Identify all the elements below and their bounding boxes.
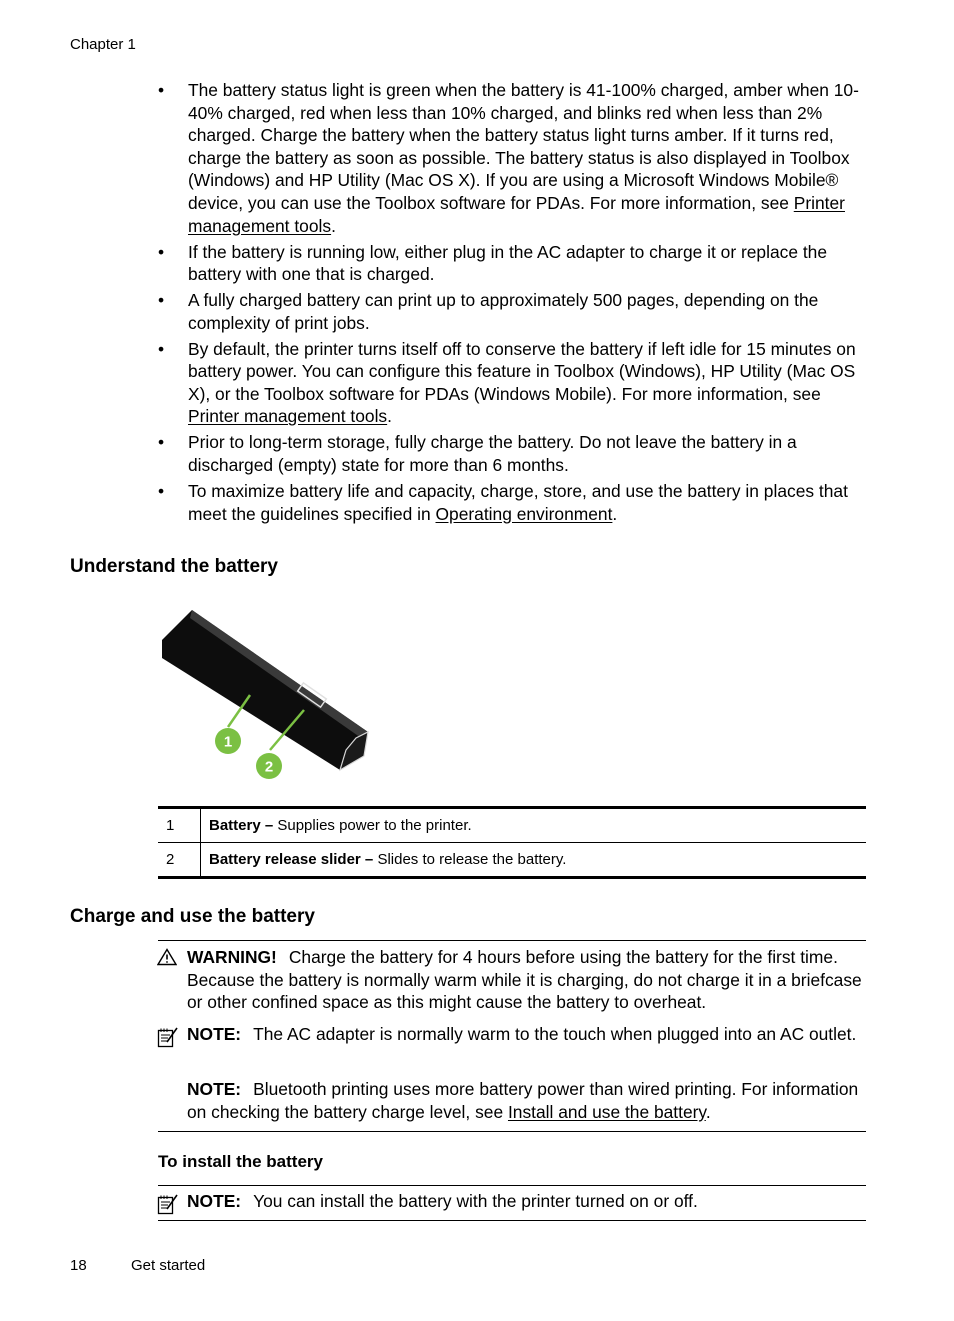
list-item [150,338,870,428]
table-row [158,808,866,843]
section-heading-install-battery: To install the battery [158,1152,323,1171]
footer-section: Get started [131,1257,206,1274]
battery-illustration [150,600,390,790]
warning-label: WARNING! [187,947,277,967]
bullet-punct: . [387,406,392,427]
list-item [150,480,870,525]
divider [158,1220,866,1221]
warning-icon [157,948,177,966]
note-body: You can install the battery with the printer turned on or off. [253,1191,698,1211]
part-number: 1 [158,808,201,843]
battery-tips-list [150,79,870,529]
note-punct: . [705,1101,711,1122]
note-label: NOTE: [187,1079,242,1099]
callout-2-label: 2 [264,758,274,776]
install-battery-link[interactable]: Install and use the battery [507,1101,706,1122]
bullet-text: The battery status light is green when the battery is 41-100% charged, amber when 10-40% charged, red when less than 10% charged, and blinks red when less than 2% charged. Charge the battery when the battery status light turns amber. If it turns red, charge the battery as soon as possible. The battery status is also displayed in Toolbox (Windows) and HP Utility (Mac OS X). If you are using a Microsoft Windows Mobile® device, you can use the Toolbox software for PDAs. For more information, see [188,80,859,213]
bullet-punct: . [612,503,618,524]
battery-icon [162,610,368,770]
bullet-marker: • [158,432,165,453]
note-install [187,1190,867,1213]
bullet-text: A fully charged battery can print up to approximately 500 pages, depending on the complexity of print jobs. [188,290,819,333]
part-term: Battery – [209,817,274,834]
printer-management-tools-link[interactable]: Printer management tools [188,406,388,427]
part-description [201,808,867,843]
note-icon [157,1027,179,1048]
bullet-punct: . [331,215,336,236]
note-body: Bluetooth printing uses more battery power than wired printing. For information on checking the battery charge level, see [187,1079,859,1122]
list-item [150,431,870,476]
section-heading-charge-battery: Charge and use the battery [70,906,315,927]
bullet-text: By default, the printer turns itself off to conserve the battery if left idle for 15 minutes on battery power. You can configure this feature in Toolbox (Windows), HP Utility (Mac OS X), or the Toolbox software for PDAs (Windows Mobile). For more information, see [188,338,856,404]
note-icon [157,1194,179,1215]
note-body: The AC adapter is normally warm to the touch when plugged into an AC outlet. [253,1024,857,1044]
operating-environment-link[interactable]: Operating environment [435,503,613,524]
list-item [150,289,870,334]
note-label: NOTE: [187,1024,242,1044]
part-term: Battery release slider – [209,851,374,868]
bullet-marker: • [158,481,165,502]
note-label: NOTE: [187,1191,242,1211]
part-number: 2 [158,843,201,878]
section-heading-understand-battery: Understand the battery [70,556,278,577]
warning-text [187,946,867,1014]
note-ac-adapter [187,1023,867,1046]
bullet-text: If the battery is running low, either plug in the AC adapter to charge it or replace the battery with one that is charged. [188,241,828,285]
bullet-marker: • [158,80,165,100]
part-description [201,843,867,878]
part-desc-text: Supplies power to the printer. [273,817,472,834]
bullet-text: Prior to long-term storage, fully charge the battery. Do not leave the battery in a discharged (empty) state for more than 6 months. [188,432,797,476]
divider [158,1131,866,1132]
bullet-marker: • [158,290,165,311]
callout-1-label: 1 [223,733,233,751]
chapter-header: Chapter 1 [70,36,136,53]
page-number: 18 [70,1257,87,1274]
bullet-marker: • [158,338,165,359]
battery-parts-table [158,806,866,879]
list-item [150,241,870,286]
table-row [158,843,866,878]
divider [158,1185,866,1186]
warning-body: Charge the battery for 4 hours before using the battery for the first time. Because the battery is normally warm while it is charging, do not charge it in a briefcase or other confined space as this might cause the battery to overheat. [187,947,862,1013]
printer-management-tools-link[interactable]: Printer management tools [188,192,845,236]
note-bluetooth [187,1078,867,1123]
part-desc-text: Slides to release the battery. [373,851,567,868]
bullet-marker: • [158,241,165,262]
divider [158,940,866,941]
bullet-text: To maximize battery life and capacity, charge, store, and use the battery in places that meet the guidelines specified in [188,481,848,524]
list-item [150,79,870,237]
